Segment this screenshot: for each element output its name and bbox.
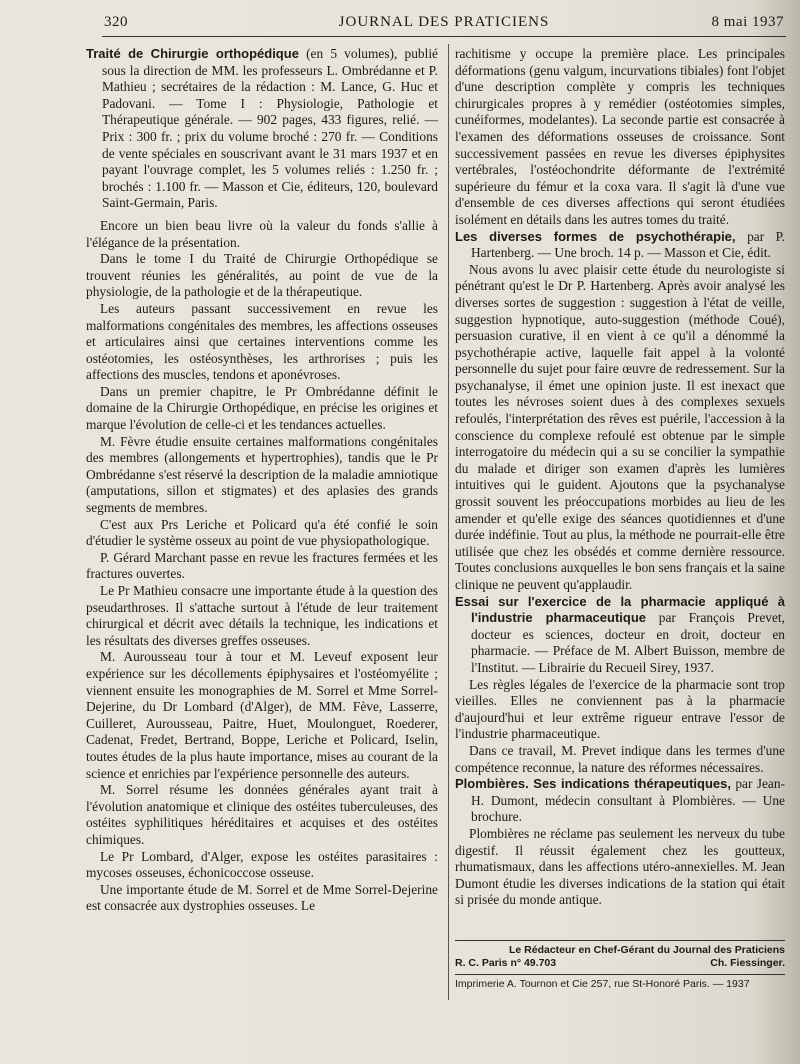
review-title: Plombières. Ses indications thérapeutiques, (455, 776, 731, 792)
editor-line: Le Rédacteur en Chef-Gérant du Journal des Praticiens (509, 944, 785, 956)
paragraph: M. Aurousseau tour à tour et M. Leveuf exposent leur expérience sur les décollements épiphysaires et l'ostéomyélite ; viennent ensuite les monographies de M. Sorrel et Mme Sorrel-Dejerine, du Dr Lombard (d'Alger), de MM. Fève, Lasserre, Cuilleret, Aurousseau, Paitre, Huet, Moulonguet, Roederer, Cadenat, Fredet, Bertrand, Boppe, Leriche et Policard, Iselin, toutes études de la plus haute importance, mises au courant de la science et enrichies par l'expérience personnelle des auteurs. (86, 649, 438, 781)
paragraph: Une importante étude de M. Sorrel et de Mme Sorrel-Dejerine est consacrée aux dystrophies osseuses. Le (86, 881, 438, 914)
header-rule (102, 36, 786, 37)
review-title: Essai sur l'exercice de la pharmacie appliqué à l'industrie pharmaceutique (455, 593, 785, 626)
review-entry (455, 229, 785, 262)
paragraph: Le Pr Mathieu consacre une importante étude à la question des pseudarthroses. Il s'attache surtout à l'étude de leur traitement chirurgical et décrit avec détails la technique, les indications et les résultats des diverses greffes osseuses. (86, 583, 438, 648)
page-header (104, 14, 784, 34)
left-column (86, 46, 438, 915)
printer-line: Imprimerie A. Tournon et Cie 257, rue St-Honoré Paris. — 1937 (455, 974, 785, 991)
paragraph: Encore un bien beau livre où la valeur du fonds s'allie à l'élégance de la présentation. (86, 217, 438, 250)
paragraph: Les règles légales de l'exercice de la pharmacie sont trop vieilles. Elles ne conviennent pas à la pharmacie d'aujourd'hui et leur extrême rigueur entrave l'essor de l'industrie pharmaceutique. (455, 676, 785, 742)
editor-name: Ch. Fiessinger. (710, 957, 785, 969)
review-details: par Jean-H. Dumont, médecin consultant à Plombières. — Une brochure. (471, 776, 785, 825)
review-entry (455, 776, 785, 826)
registry-number: R. C. Paris n° 49.703 (455, 957, 557, 969)
issue-date: 8 mai 1937 (711, 14, 784, 30)
column-divider (448, 44, 449, 1000)
review-details: par François Prevet, docteur es sciences, docteur en droit, docteur en pharmacie. — Préface de M. Albert Buisson, membre de l'Institut. — Librairie du Recueil Sirey, 1937. (471, 610, 785, 675)
right-column (455, 46, 785, 909)
book-title: Traité de Chirurgie orthopédique (86, 46, 299, 61)
paragraph: C'est aux Prs Leriche et Policard qu'a été confié le soin d'étudier le système osseux au point de vue physiopathologique. (86, 516, 438, 549)
review-details: par P. Hartenberg. — Une broch. 14 p. — Masson et Cie, édit. (471, 228, 785, 261)
review-title: Les diverses formes de psychothérapie, (455, 228, 736, 244)
book-entry (86, 46, 438, 212)
paragraph: P. Gérard Marchant passe en revue les fractures fermées et les fractures ouvertes. (86, 549, 438, 582)
footer-rule (455, 940, 785, 941)
page-footer (455, 940, 785, 991)
paragraph: Dans le tome I du Traité de Chirurgie Orthopédique se trouvent réunies les généralités, au point de vue de la physiologie, de la pathologie et de la thérapeutique. (86, 251, 438, 300)
journal-title: JOURNAL DES PRATICIENS (338, 14, 550, 30)
review-entry (455, 594, 785, 677)
registry-line (455, 957, 785, 970)
paragraph: Dans ce travail, M. Prevet indique dans les termes d'une compétence reconnue, la nature des réformes nécessaires. (455, 742, 785, 775)
book-details: (en 5 volumes), publié sous la direction de MM. les professeurs L. Ombrédanne et P. Mathieu ; secrétaires de la rédaction : M. Lance, G. Huc et Padovani. — Tome I : Physiologie, Pathologie et Thérapeutique générale. — 902 pages, 433 figures, relié. — Prix : 300 fr. ; prix du volume broché : 270 fr. — Conditions de vente spéciales en souscrivant avant le 31 mars 1937 et en payant l'ouvrage complet, les 5 volumes reliés : 1.250 fr. ; brochés : 1.100 fr. — Masson et Cie, éditeurs, 120, boulevard Saint-Germain, Paris. (102, 46, 438, 211)
paragraph: Nous avons lu avec plaisir cette étude du neurologiste si pénétrant qu'est le Dr P. Hartenberg. Après avoir analysé les diverses sortes de suggestion : suggestion à l'état de veille, suggestion hypnotique, auto-suggestion (méthode Coué), persuasion curative, il en vient à ce qu'il a dénommé la psychothérapie active, laquelle fait appel à la volonté personnelle du sujet pour faire œuvre de redressement. Sur la psychanalyse, il émet une opinion juste. Il est inexact que toutes les névroses soient dues à des complexes sexuels refoulés, l'interprétation des rêves est puérile, l'accession à la conscience du complexe refoulé est obtenue par le simple interrogatoire du médecin qui a su se concilier la sympathie du malade et diriger son examen d'après les lumières intuitives qui le guident. Ajoutons que la psychanalyse grossit souvent les préoccupations morbides au lieu de les amender et qu'elle exige des séances quotidiennes et d'une durée indéfinie. Tout au plus, la méthode ne pourrait-elle être utilisée que chez les obsédés et comme dernière ressource. Toutes conclusions auxquelles le bon sens français et la saine clinique ne peuvent qu'applaudir. (455, 261, 785, 592)
paragraph: Dans un premier chapitre, le Pr Ombrédanne définit le domaine de la Chirurgie Orthopédique, en précise les origines et marque l'évolution de celle-ci et les tendances actuelles. (86, 383, 438, 433)
paragraph: Le Pr Lombard, d'Alger, expose les ostéites parasitaires : mycoses osseuses, échonicoccose osseuse. (86, 848, 438, 881)
paragraph: M. Sorrel résume les données générales ayant trait à l'évolution anatomique et clinique des ostéites tuberculeuses, des ostéites syphilitiques héréditaires et acquises et des ostéites chimiques. (86, 782, 438, 847)
paragraph: Plombières ne réclame pas seulement les nerveux du tube digestif. Il réussit également chez les goutteux, rhumatismaux, dans les affections utéro-annexielles. M. Jean Dumont étudie les diverses indications de la station qui était si prisée du monde antique. (455, 825, 785, 908)
paragraph: Les auteurs passant successivement en revue les malformations congénitales des membres, les affections osseuses et articulaires ainsi que certaines interventions comme les ostéotomies, les ostéosynthèses, les arthrorises ; puis les affections des muscles, tendons et aponévroses. (86, 300, 438, 383)
page-number: 320 (104, 14, 128, 30)
paragraph: M. Fèvre étudie ensuite certaines malformations congénitales des membres (allongements et hypertrophies), tandis que le Pr Ombrédanne s'est réservé la description de la maladie amniotique (amputations, sillon et stigmates) et des aplasies des grands segments de membres. (86, 433, 438, 516)
continued-paragraph: rachitisme y occupe la première place. Les principales déformations (genu valgum, incurvations tibiales) font l'objet d'une description complète y compris les techniques chirurgicales propres à y remédier (ostéotomies simples, cunéiformes, modelantes). La seconde partie est consacrée à l'examen des déformations osseuses de croissance. Sont successivement passées en revue les diverses épiphysites vertébrales, l'ostéochondrite déformante de l'extrémité supérieure du fémur et la coxa vara. Il s'agit là d'une vue d'ensemble de ces diverses affections qui seront étudiées isolément en détails dans les autres tomes du traité. (455, 46, 785, 227)
